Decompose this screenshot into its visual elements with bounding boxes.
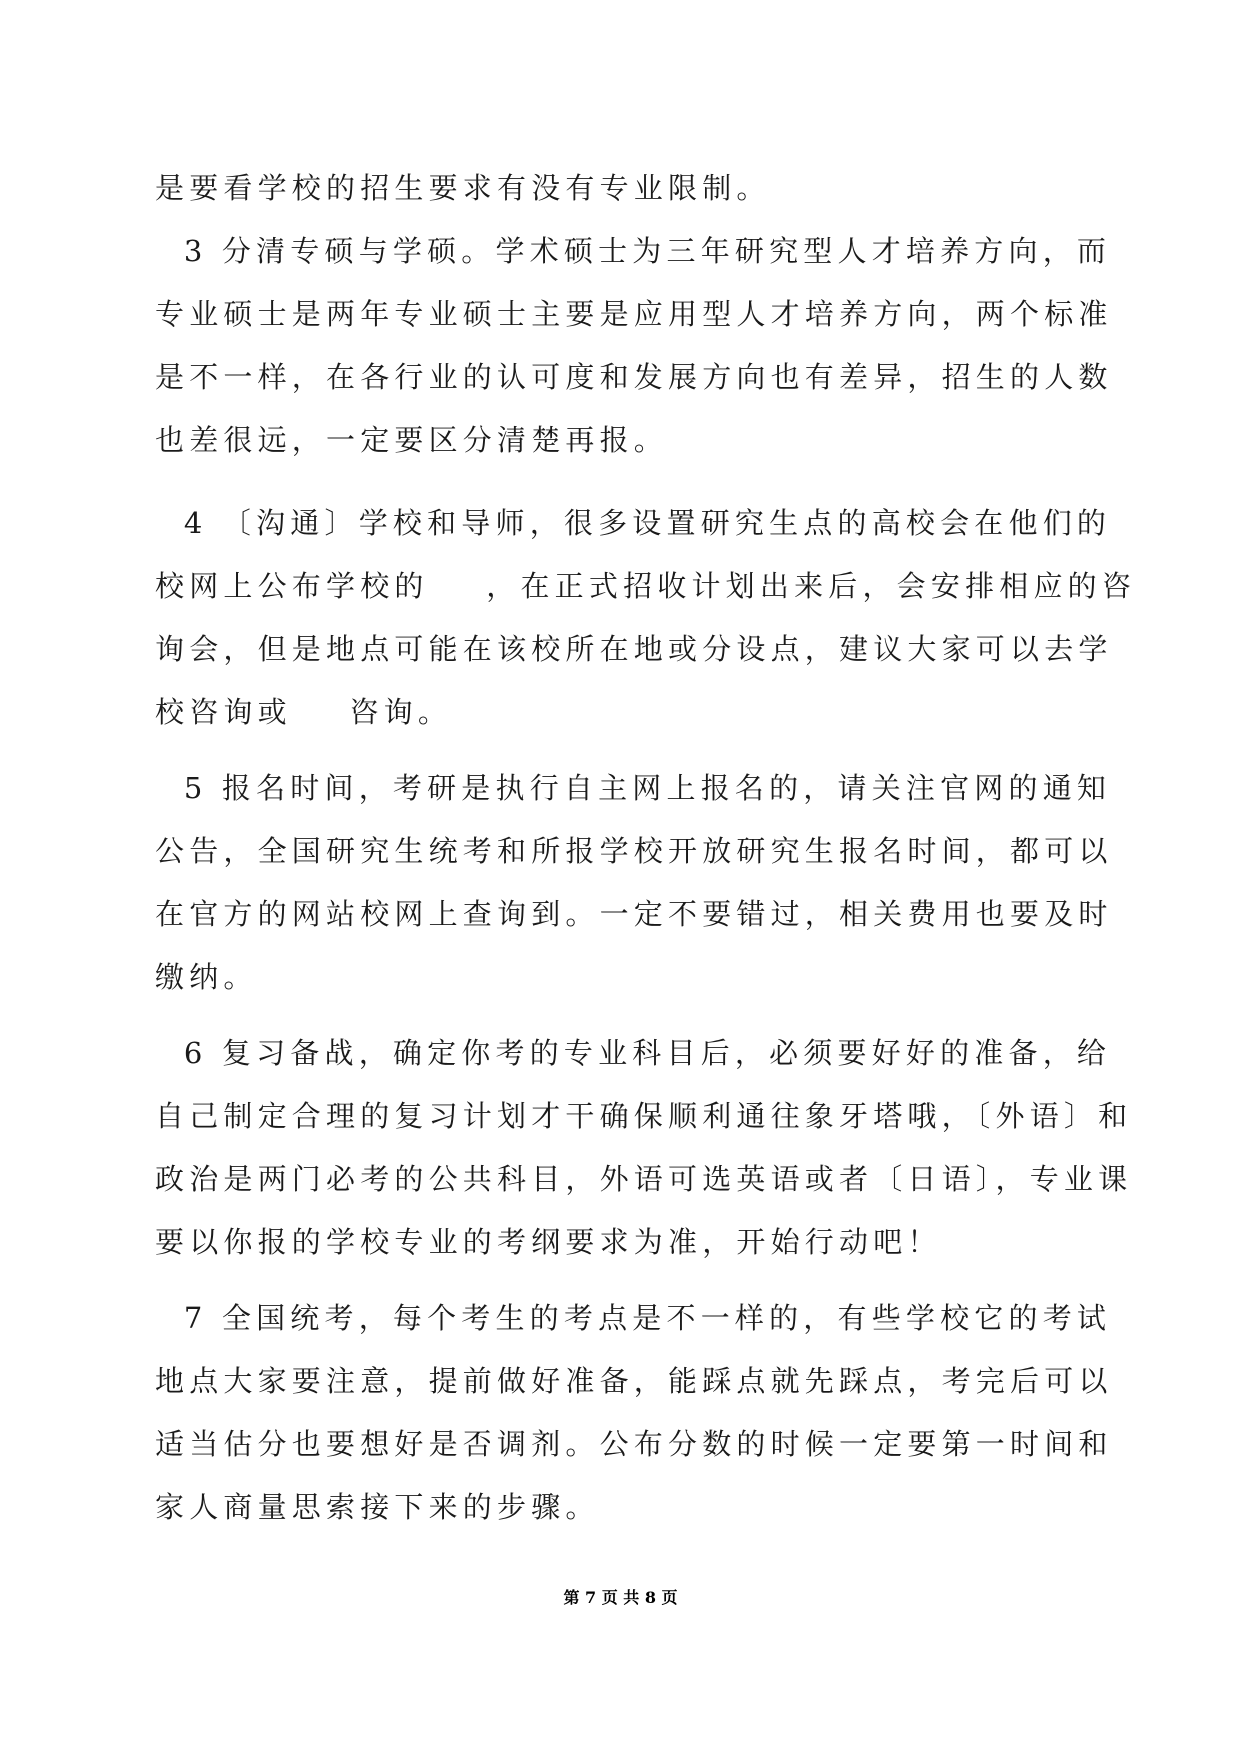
text-line: 缴纳。 (155, 960, 258, 994)
text-line: 是要看学校的招生要求有没有专业限制。 (155, 171, 771, 205)
text-line: 也差很远，一定要区分清楚再报。 (155, 423, 669, 457)
page-number-footer: 第 7 页 共 8 页 (563, 1588, 678, 1607)
text-line: 询会，但是地点可能在该校所在地或分设点，建议大家可以去学 (155, 632, 1113, 666)
text-line: 3 分清专硕与学硕。学术硕士为三年研究型人才培养方向，而 (155, 234, 1112, 268)
text-line: 专业硕士是两年专业硕士主要是应用型人才培养方向，两个标准 (155, 297, 1113, 331)
text-line: 校网上公布学校的 ，在正式招收计划出来后，会安排相应的咨 (155, 569, 1137, 603)
text-line: 是不一样，在各行业的认可度和发展方向也有差异，招生的人数 (155, 360, 1113, 394)
text-line: 4 〔沟通〕学校和导师，很多设置研究生点的高校会在他们的 (155, 506, 1112, 540)
text-line: 家人商量思索接下来的步骤。 (155, 1490, 600, 1524)
text-line: 地点大家要注意，提前做好准备，能踩点就先踩点，考完后可以 (155, 1364, 1113, 1398)
text-line: 政治是两门必考的公共科目，外语可选英语或者〔日语〕，专业课 (155, 1162, 1133, 1196)
text-line: 5 报名时间，考研是执行自主网上报名的，请关注官网的通知 (155, 771, 1112, 805)
text-line: 要以你报的学校专业的考纲要求为准，开始行动吧！ (155, 1225, 942, 1259)
text-line: 自己制定合理的复习计划才干确保顺利通往象牙塔哦，〔外语〕和 (155, 1099, 1133, 1133)
text-line: 7 全国统考，每个考生的考点是不一样的，有些学校它的考试 (155, 1301, 1112, 1335)
text-line: 在官方的网站校网上查询到。一定不要错过，相关费用也要及时 (155, 897, 1113, 931)
text-line: 6 复习备战，确定你考的专业科目后，必须要好好的准备，给 (155, 1036, 1112, 1070)
text-line: 公告，全国研究生统考和所报学校开放研究生报名时间，都可以 (155, 834, 1113, 868)
text-line: 校咨询或 咨询。 (155, 695, 453, 729)
text-line: 适当估分也要想好是否调剂。公布分数的时候一定要第一时间和 (155, 1427, 1113, 1461)
